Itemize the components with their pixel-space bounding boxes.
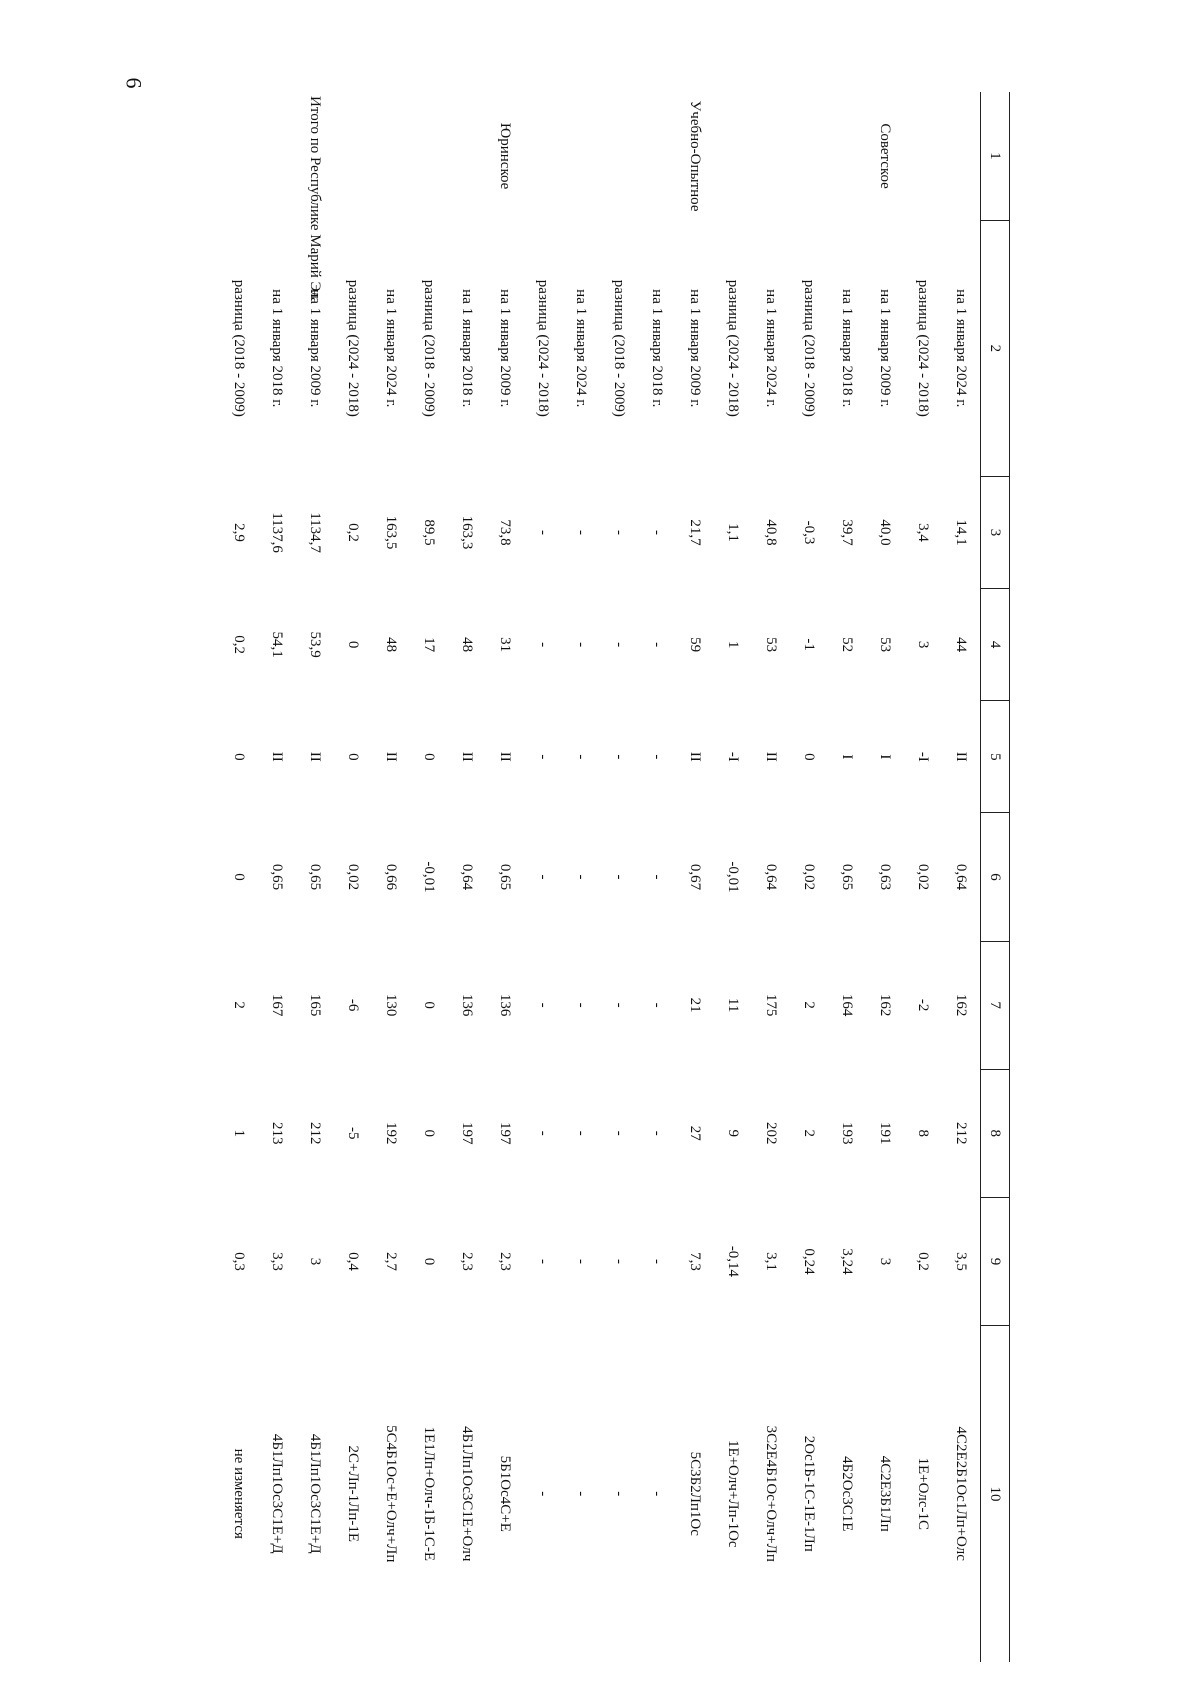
stock-per-ha-cell: - <box>573 1002 590 1008</box>
age-cell: 17 <box>421 637 438 653</box>
bonitet-cell: I <box>839 754 855 760</box>
age-cell: -1 <box>801 638 818 651</box>
age-cell: 44 <box>953 637 970 653</box>
age-cell: 48 <box>383 637 400 653</box>
area-cell: 1137,6 <box>269 512 286 553</box>
mature-stock-cell: - <box>611 1130 628 1136</box>
area-cell: 2,9 <box>231 523 248 542</box>
period-cell: разница (2024 - 2018) <box>914 279 931 417</box>
composition-cell: 4Б1Лп1Ос3С1Е+Д <box>269 1433 286 1554</box>
mature-stock-cell: - <box>573 1130 590 1136</box>
bonitet-cell: - <box>535 754 552 760</box>
age-cell: - <box>649 642 666 648</box>
composition-cell: 5С3Б2Лп1Ос <box>687 1451 704 1536</box>
growth-cell: 3,3 <box>269 1252 286 1271</box>
density-cell: -0,01 <box>421 861 438 893</box>
area-cell: 40,8 <box>763 519 780 546</box>
mature-stock-cell: 2 <box>801 1129 818 1138</box>
composition-cell: 1Е+Олч+Лп-1Ос <box>725 1439 742 1548</box>
column-header: 10 <box>981 1326 1010 1662</box>
age-cell: 0,2 <box>231 635 248 655</box>
mature-stock-cell: - <box>535 1130 552 1136</box>
period-cell: на 1 января 2018 г. <box>649 289 666 408</box>
column-header: 6 <box>981 813 1010 941</box>
table-row <box>828 92 866 1662</box>
composition-cell: 1Е1Лп+Олч-1Б-1С-Е <box>421 1426 438 1561</box>
area-cell: 0,2 <box>345 523 362 542</box>
table-row <box>524 92 562 1662</box>
column-header: 3 <box>981 476 1010 588</box>
period-cell: разница (2024 - 2018) <box>345 279 362 417</box>
region-cell <box>220 92 258 220</box>
forest-data-table <box>220 92 1010 1662</box>
growth-cell: 0,4 <box>345 1252 362 1271</box>
stock-per-ha-cell: -6 <box>345 998 362 1012</box>
area-cell: 14,1 <box>953 519 970 546</box>
growth-cell: - <box>611 1258 628 1264</box>
growth-cell: 2,3 <box>459 1252 476 1271</box>
stock-per-ha-cell: 165 <box>307 993 324 1017</box>
stock-per-ha-cell: 175 <box>763 993 780 1017</box>
density-cell: 0,65 <box>839 863 855 891</box>
density-cell: 0,65 <box>497 863 514 891</box>
region-cell: Учебно-Опытное <box>686 100 703 212</box>
density-cell: 0,64 <box>459 863 476 891</box>
period-cell: на 1 января 2024 г. <box>763 289 780 408</box>
bonitet-cell: 0 <box>801 753 818 761</box>
mature-stock-cell: - <box>649 1130 666 1136</box>
bonitet-cell: -I <box>914 751 931 762</box>
period-cell: на 1 января 2009 г. <box>876 289 893 408</box>
table-row <box>334 92 372 1662</box>
bonitet-cell: I <box>876 754 893 760</box>
region-cell <box>941 92 980 220</box>
period-cell: на 1 января 2018 г. <box>459 289 476 408</box>
area-cell: 40,0 <box>876 519 893 546</box>
header-row <box>981 92 1010 1662</box>
growth-cell: -0,14 <box>725 1245 742 1278</box>
density-cell: 0,02 <box>345 863 362 891</box>
age-cell: - <box>535 642 552 648</box>
bonitet-cell: II <box>269 751 286 762</box>
bonitet-cell: 0 <box>421 753 438 761</box>
column-header: 5 <box>981 701 1010 813</box>
period-cell: разница (2018 - 2009) <box>421 279 438 417</box>
bonitet-cell: II <box>953 751 970 762</box>
column-header: 2 <box>981 220 1010 476</box>
region-cell <box>828 92 866 220</box>
composition-cell: не изменяется <box>231 1448 248 1539</box>
table-row <box>220 92 258 1662</box>
bonitet-cell: - <box>573 754 590 760</box>
mature-stock-cell: 212 <box>953 1122 970 1145</box>
composition-cell: 4Б1Лп1Ос3С1Е+Олч <box>459 1426 476 1562</box>
density-cell: -0,01 <box>725 861 742 893</box>
region-cell <box>752 92 790 220</box>
composition-cell: - <box>611 1491 628 1497</box>
area-cell: -0,3 <box>801 520 818 545</box>
age-cell: 54,1 <box>269 631 286 658</box>
growth-cell: 3 <box>876 1257 893 1266</box>
stock-per-ha-cell: 21 <box>687 997 704 1013</box>
age-cell: 53 <box>763 637 780 653</box>
area-cell: - <box>649 530 666 536</box>
composition-cell: 4Б2Ос3С1Е <box>839 1456 855 1532</box>
density-cell: - <box>573 874 590 880</box>
growth-cell: 0,3 <box>231 1252 248 1271</box>
age-cell: 53 <box>876 637 893 653</box>
stock-per-ha-cell: - <box>535 1002 552 1008</box>
bonitet-cell: II <box>459 751 476 762</box>
stock-per-ha-cell: -2 <box>914 998 931 1012</box>
table-row <box>903 92 941 1662</box>
region-cell: Советское <box>876 123 893 189</box>
composition-cell: 3С2Е4Б1Ос+Олч+Лп <box>763 1425 780 1562</box>
table-row <box>372 92 410 1662</box>
density-cell: 0,64 <box>763 863 780 891</box>
table-row <box>638 92 676 1662</box>
period-cell: разница (2018 - 2009) <box>801 279 818 417</box>
stock-per-ha-cell: 2 <box>801 1001 818 1009</box>
bonitet-cell: - <box>649 754 666 760</box>
period-cell: на 1 января 2018 г. <box>269 289 286 408</box>
region-cell: Итого по Республике Марий Эл <box>307 96 324 299</box>
density-cell: 0,66 <box>383 863 400 891</box>
growth-cell: 3,1 <box>763 1252 780 1271</box>
region-cell <box>410 92 448 220</box>
composition-cell: 2С+Лп-1Лп-1Е <box>345 1445 362 1543</box>
area-cell: 1,1 <box>725 523 742 542</box>
mature-stock-cell: 213 <box>269 1122 286 1145</box>
growth-cell: - <box>649 1258 666 1264</box>
page-number: 6 <box>121 77 147 89</box>
column-header: 4 <box>981 589 1010 701</box>
stock-per-ha-cell: 162 <box>876 993 893 1017</box>
region-cell <box>903 92 941 220</box>
column-header: 9 <box>981 1197 1010 1325</box>
table-row <box>448 92 486 1662</box>
density-cell: 0 <box>231 873 248 881</box>
period-cell: на 1 января 2024 г. <box>573 289 590 408</box>
region-cell <box>790 92 828 220</box>
mature-stock-cell: 193 <box>839 1122 855 1145</box>
mature-stock-cell: 0 <box>421 1129 438 1138</box>
table-row <box>486 92 524 1662</box>
period-cell: на 1 января 2009 г. <box>307 289 324 408</box>
density-cell: 0,02 <box>801 863 818 891</box>
mature-stock-cell: 8 <box>914 1129 931 1138</box>
mature-stock-cell: 192 <box>383 1122 400 1145</box>
stock-per-ha-cell: 2 <box>231 1001 248 1009</box>
stock-per-ha-cell: - <box>611 1002 628 1008</box>
composition-cell: 4С2Е2Б1Ос1Лп+Олс <box>953 1426 970 1561</box>
region-cell <box>638 92 676 220</box>
period-cell: на 1 января 2024 г. <box>383 289 400 408</box>
area-cell: - <box>573 530 590 536</box>
region-cell <box>334 92 372 220</box>
table-body <box>220 92 981 1662</box>
stock-per-ha-cell: 136 <box>459 993 476 1017</box>
region-cell <box>714 92 752 220</box>
bonitet-cell: II <box>497 751 514 762</box>
region-cell <box>372 92 410 220</box>
composition-cell: 5Б1Ос4С+Е <box>497 1455 514 1532</box>
area-cell: 3,4 <box>914 523 931 542</box>
column-header: 7 <box>981 941 1010 1069</box>
age-cell: - <box>573 642 590 648</box>
density-cell: 0,64 <box>953 863 970 891</box>
column-header: 1 <box>981 92 1010 220</box>
mature-stock-cell: 197 <box>459 1122 476 1145</box>
region-cell: Юринское <box>497 122 514 190</box>
mature-stock-cell: 212 <box>307 1122 324 1145</box>
age-cell: 52 <box>839 637 855 653</box>
table-row <box>296 92 334 1662</box>
area-cell: 39,7 <box>839 519 855 546</box>
growth-cell: 3,5 <box>953 1252 970 1271</box>
mature-stock-cell: -5 <box>345 1127 362 1140</box>
period-cell: на 1 января 2009 г. <box>687 289 704 408</box>
area-cell: 89,5 <box>421 519 438 546</box>
density-cell: 0,65 <box>307 863 324 891</box>
bonitet-cell: II <box>383 751 400 762</box>
age-cell: - <box>611 642 628 648</box>
growth-cell: 0,2 <box>914 1252 931 1271</box>
region-cell <box>258 92 296 220</box>
table-row <box>752 92 790 1662</box>
stock-per-ha-cell: 167 <box>269 993 286 1017</box>
period-cell: на 1 января 2009 г. <box>497 289 514 408</box>
table-row <box>600 92 638 1662</box>
growth-cell: 2,3 <box>497 1252 514 1271</box>
table-row <box>865 92 903 1662</box>
region-cell <box>600 92 638 220</box>
composition-cell: 2Ос1Б-1С-1Е-1Лп <box>801 1435 818 1552</box>
table-row <box>676 92 714 1662</box>
period-cell: разница (2018 - 2009) <box>231 279 248 417</box>
density-cell: 0,63 <box>876 863 893 891</box>
area-cell: - <box>535 530 552 536</box>
composition-cell: - <box>535 1491 552 1497</box>
bonitet-cell: 0 <box>231 753 248 761</box>
composition-cell: - <box>649 1491 666 1497</box>
column-header: 8 <box>981 1069 1010 1197</box>
growth-cell: 3,24 <box>839 1248 855 1275</box>
composition-cell: - <box>573 1491 590 1497</box>
table-row <box>562 92 600 1662</box>
period-cell: разница (2018 - 2009) <box>611 279 628 417</box>
stock-per-ha-cell: 0 <box>421 1001 438 1009</box>
age-cell: 53,9 <box>307 631 324 658</box>
bonitet-cell: II <box>763 751 780 762</box>
age-cell: 3 <box>914 640 931 649</box>
stock-per-ha-cell: 11 <box>725 997 742 1013</box>
composition-cell: 1Е+Олс-1С <box>914 1457 931 1531</box>
area-cell: 21,7 <box>687 519 704 546</box>
mature-stock-cell: 1 <box>231 1129 248 1138</box>
period-cell: на 1 января 2024 г. <box>953 289 970 408</box>
mature-stock-cell: 202 <box>763 1122 780 1145</box>
growth-cell: - <box>573 1258 590 1264</box>
stock-per-ha-cell: 164 <box>839 993 855 1017</box>
bonitet-cell: II <box>307 751 324 762</box>
rotated-table-container <box>210 92 1010 1662</box>
stock-per-ha-cell: - <box>649 1002 666 1008</box>
density-cell: - <box>535 874 552 880</box>
growth-cell: 3 <box>307 1257 324 1266</box>
composition-cell: 4Б1Лп1Ос3С1Е+Д <box>307 1433 324 1554</box>
bonitet-cell: -I <box>725 751 742 762</box>
area-cell: 1134,7 <box>307 512 324 553</box>
period-cell: разница (2024 - 2018) <box>725 279 742 417</box>
period-cell: разница (2024 - 2018) <box>535 279 552 417</box>
growth-cell: 2,7 <box>383 1252 400 1271</box>
stock-per-ha-cell: 130 <box>383 993 400 1017</box>
age-cell: 59 <box>687 637 704 653</box>
bonitet-cell: 0 <box>345 753 362 761</box>
age-cell: 1 <box>725 640 742 649</box>
growth-cell: 7,3 <box>687 1252 704 1271</box>
mature-stock-cell: 191 <box>876 1122 893 1145</box>
area-cell: - <box>611 530 628 536</box>
stock-per-ha-cell: 162 <box>953 993 970 1017</box>
bonitet-cell: - <box>611 754 628 760</box>
stock-per-ha-cell: 136 <box>497 993 514 1017</box>
table-row <box>941 92 980 1662</box>
period-cell: на 1 января 2018 г. <box>839 289 855 408</box>
area-cell: 163,3 <box>459 515 476 550</box>
area-cell: 73,8 <box>497 519 514 546</box>
growth-cell: 0 <box>421 1257 438 1266</box>
density-cell: 0,67 <box>687 863 704 891</box>
table-row <box>410 92 448 1662</box>
age-cell: 0 <box>345 640 362 649</box>
table-row <box>258 92 296 1662</box>
composition-cell: 4С2Е3Б1Лп <box>876 1455 893 1532</box>
density-cell: - <box>649 874 666 880</box>
composition-cell: 5С4Б1Ос+Е+Олч+Лп <box>383 1425 400 1563</box>
mature-stock-cell: 27 <box>687 1125 704 1141</box>
mature-stock-cell: 197 <box>497 1122 514 1145</box>
age-cell: 48 <box>459 637 476 653</box>
table-row <box>714 92 752 1662</box>
region-cell <box>524 92 562 220</box>
region-cell <box>448 92 486 220</box>
growth-cell: 0,24 <box>801 1248 818 1275</box>
mature-stock-cell: 9 <box>725 1129 742 1138</box>
density-cell: 0,65 <box>269 863 286 891</box>
region-cell <box>562 92 600 220</box>
density-cell: 0,02 <box>914 863 931 891</box>
table-row <box>790 92 828 1662</box>
age-cell: 31 <box>497 637 514 653</box>
growth-cell: - <box>535 1258 552 1264</box>
area-cell: 163,5 <box>383 515 400 550</box>
bonitet-cell: II <box>687 751 704 762</box>
density-cell: - <box>611 874 628 880</box>
